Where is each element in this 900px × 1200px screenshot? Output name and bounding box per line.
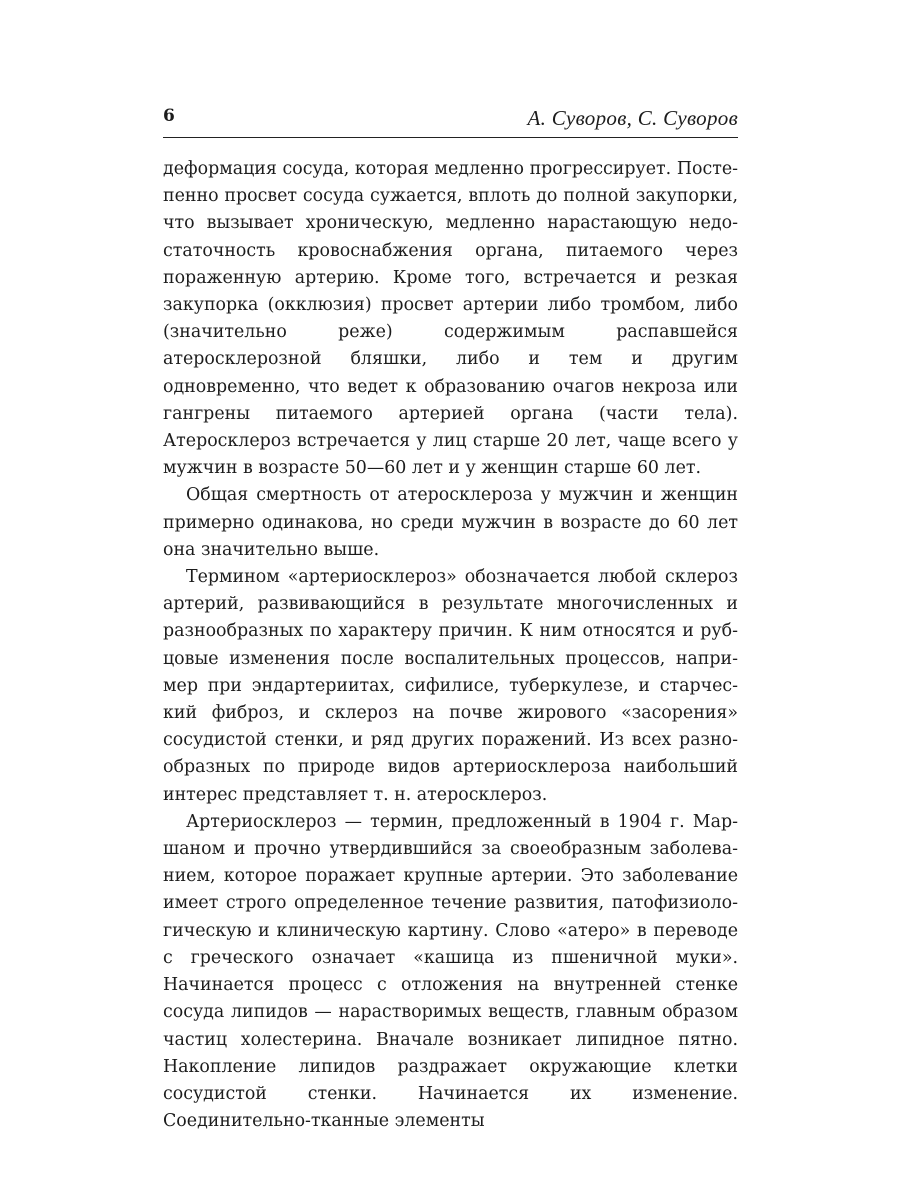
paragraph: Общая смертность от атеросклероза у мужчин и женщин примерно одинакова, но среди мужчин в возрасте до 60 лет она значительно выше.: [163, 485, 738, 560]
header-rule: [163, 137, 738, 138]
page-header: [163, 104, 738, 138]
page-number: 6: [163, 106, 175, 126]
paragraph: Артериосклероз — термин, предложенный в 1904 г. Маршаном и прочно утвердившийся за своеобразным заболеванием, которое поражает крупные артерии. Это заболевание имеет строго определенное течение развития, патофизиологическую и клиническую картину. Слово «атеро» в переводе с греческого означает «кашица из пшеничной муки». Начинается процесс с отложения на внутренней стенке сосуда липидов — нарастворимых веществ, главным образом частиц холестерина. Вначале возникает липидное пятно. Накопление липидов раздражает окружающие клетки сосудистой стенки. Начинается их изменение. Соединительно-тканные элементы: [163, 811, 738, 1132]
body-text: [163, 156, 738, 1135]
running-head-authors: А. Суворов, С. Суворов: [527, 106, 738, 130]
paragraph: Термином «артериосклероз» обозначается любой склероз артерий, развивающийся в результате многочисленных и разнообразных по характеру причин. К ним относятся и рубцовые изменения после воспалительных процессов, например при эндартериитах, сифилисе, туберкулезе, и старческий фиброз, и склероз на почве жирового «засорения» сосудистой стенки, и ряд других поражений. Из всех разнообразных по природе видов артериосклероза наибольший интерес представляет т. н. атеросклероз.: [163, 567, 738, 805]
paragraph-continued: деформация сосуда, которая медленно прогрессирует. Постепенно просвет сосуда сужается, вплоть до полной закупорки, что вызывает хроническую, медленно нарастающую недостаточность кровоснабжения органа, питаемого через пораженную артерию. Кроме того, встречается и резкая закупорка (окклюзия) просвет артерии либо тромбом, либо (значительно реже) содержимым распавшейся атеросклерозной бляшки, либо и тем и другим одновременно, что ведет к образованию очагов некроза или гангрены питаемого артерией органа (части тела). Атеросклероз встречается у лиц старше 20 лет, чаще всего у мужчин в возрасте 50—60 лет и у женщин старше 60 лет.: [163, 159, 738, 479]
